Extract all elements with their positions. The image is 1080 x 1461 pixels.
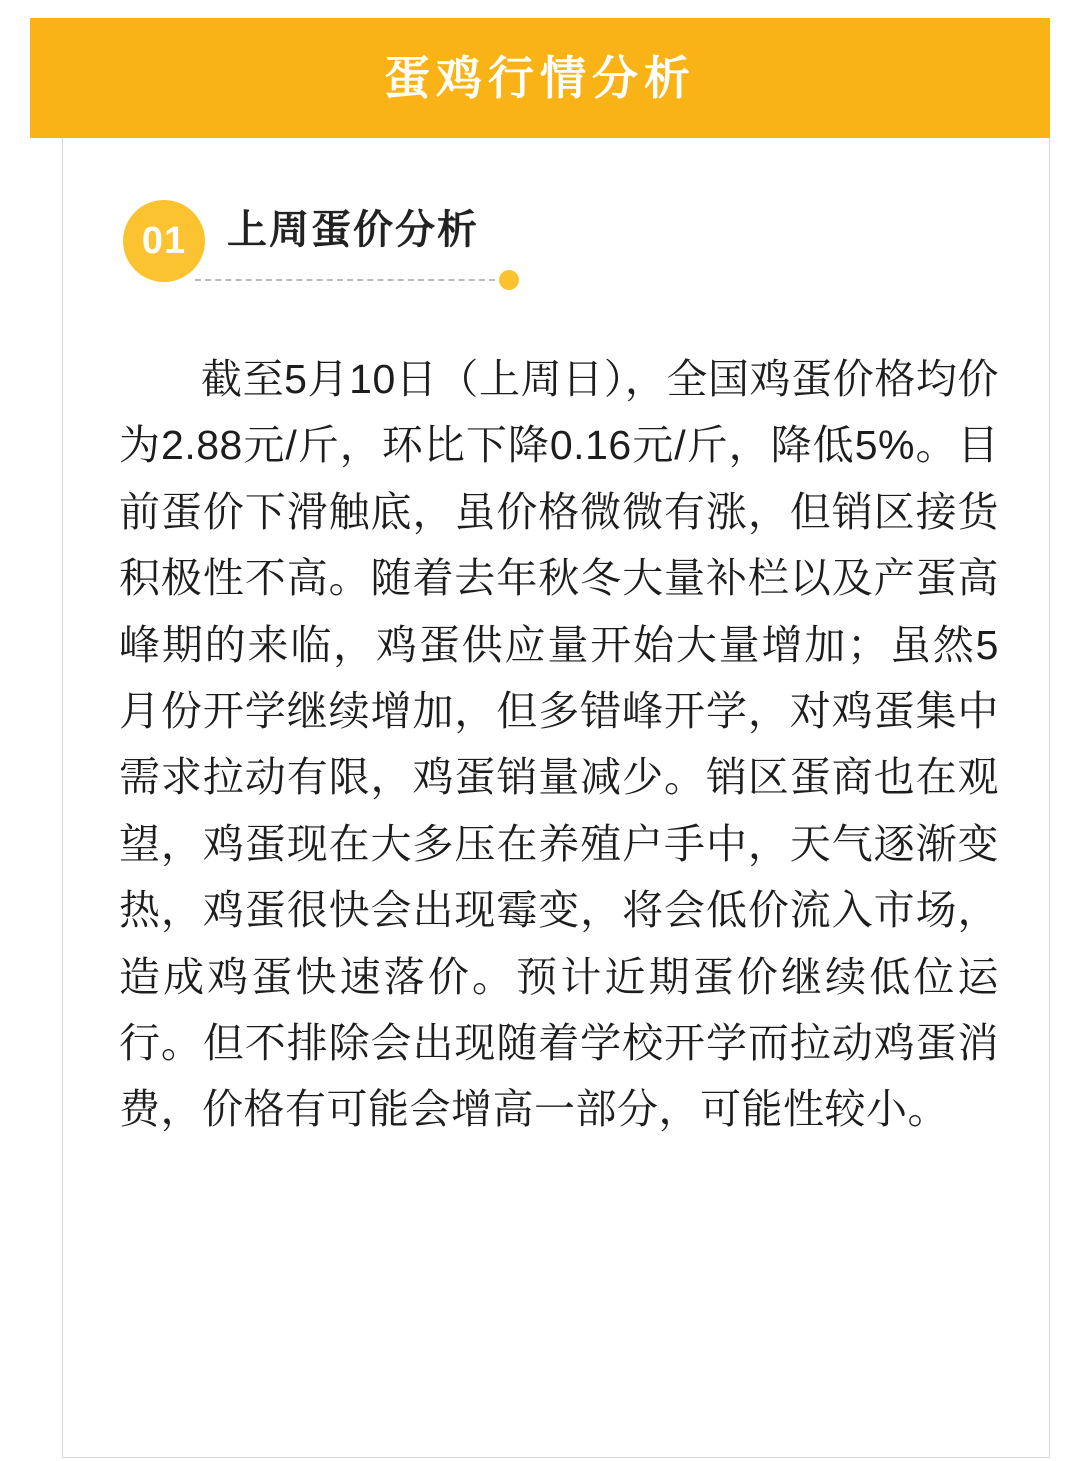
section-number-badge: 01	[123, 200, 205, 282]
content-card	[62, 138, 1050, 1458]
divider-dot-icon	[499, 270, 519, 290]
section-underline	[195, 270, 519, 290]
header-banner	[30, 18, 1050, 138]
analysis-paragraph: 截至5月10日（上周日），全国鸡蛋价格均价为2.88元/斤，环比下降0.16元/斤，降低5%。目前蛋价下滑触底，虽价格微微有涨，但销区接货积极性不高。随着去年秋冬大量补栏以及产蛋高峰期的来临，鸡蛋供应量开始大量增加；虽然5月份开学继续增加，但多错峰开学，对鸡蛋集中需求拉动有限，鸡蛋销量减少。销区蛋商也在观望，鸡蛋现在大多压在养殖户手中，天气逐渐变热，鸡蛋很快会出现霉变，将会低价流入市场，造成鸡蛋快速落价。预计近期蛋价继续低位运行。但不排除会出现随着学校开学而拉动鸡蛋消费，价格有可能会增高一部分，可能性较小。	[119, 356, 999, 1133]
dashed-divider	[195, 279, 495, 281]
page-title: 蛋鸡行情分析	[384, 52, 696, 104]
section-heading	[123, 200, 519, 290]
section-title: 上周蛋价分析	[227, 208, 479, 252]
section-heading-text	[227, 200, 519, 290]
